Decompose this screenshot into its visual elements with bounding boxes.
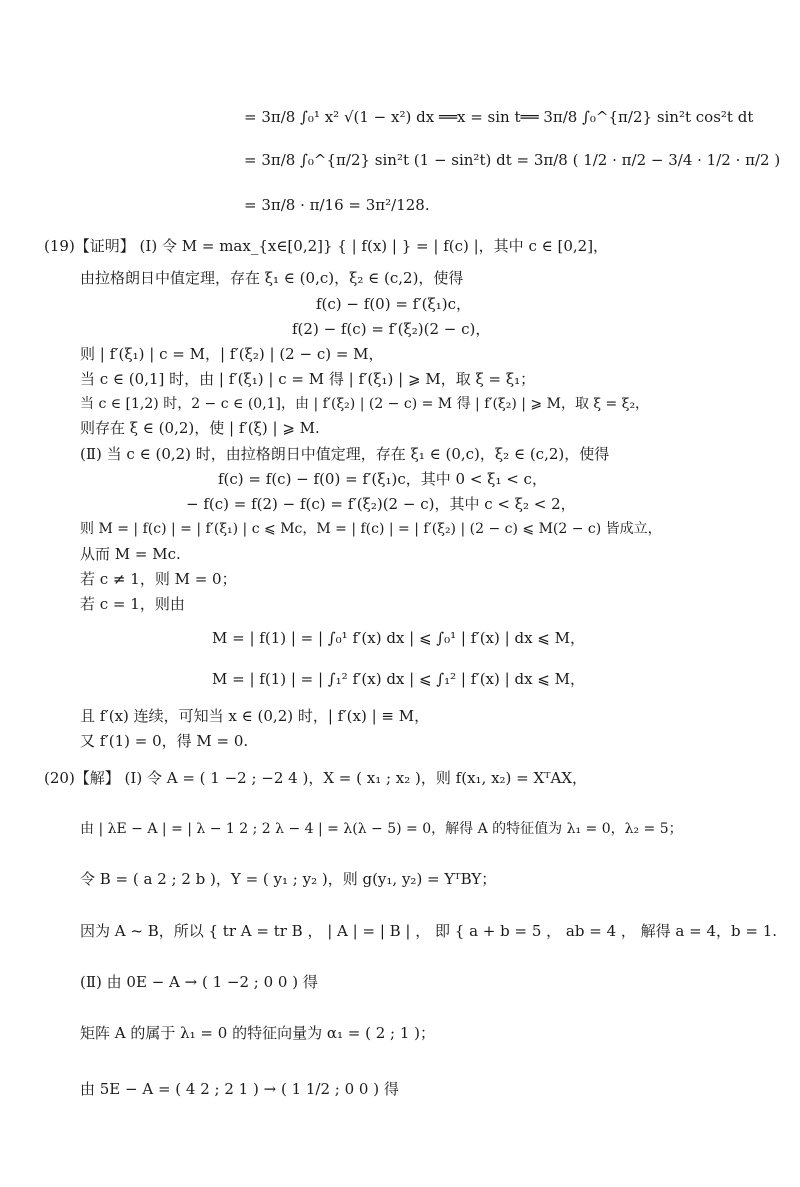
equation-line: M = | f(1) | = | ∫₀¹ f′(x) dx | ⩽ ∫₀¹ | f′(x) | dx ⩽ M， (212, 629, 585, 647)
equation-line: M = | f(1) | = | ∫₁² f′(x) dx | ⩽ ∫₁² | f′(x) | dx ⩽ M， (212, 670, 585, 688)
text-line: 则 M = | f(c) | = | f′(ξ₁) | c ⩽ Mc，M = | f(c) | = | f′(ξ₂) | (2 − c) ⩽ M(2 − c) 皆成立， (80, 521, 662, 537)
equation-line: f(2) − f(c) = f′(ξ₂)(2 − c)， (292, 320, 491, 338)
text-line: 矩阵 A 的属于 λ₁ = 0 的特征向量为 α₁ = ( 2 ; 1 )； (80, 1024, 436, 1042)
problem-20-heading: (20)【解】 (Ⅰ) 令 A = ( 1 −2 ; −2 4 )，X = ( x₁ ; x₂ )，则 f(x₁, x₂) = XᵀAX， (44, 769, 587, 787)
text-line: 因为 A ~ B，所以 { tr A = tr B ， | A | = | B | ， 即 { a + b = 5 ， ab = 4 ， 解得 a = 4，b = 1. (80, 922, 778, 940)
text-line: 由拉格朗日中值定理，存在 ξ₁ ∈ (0,c)，ξ₂ ∈ (c,2)，使得 (80, 269, 464, 287)
text-line: 当 c ∈ (0,1] 时，由 | f′(ξ₁) | c = M 得 | f′(ξ₁) | ⩾ M，取 ξ = ξ₁； (80, 370, 536, 388)
text-line: 由 | λE − A | = | λ − 1 2 ; 2 λ − 4 | = λ(λ − 5) = 0，解得 A 的特征值为 λ₁ = 0，λ₂ = 5； (80, 821, 683, 837)
equation-line: − f(c) = f(2) − f(c) = f′(ξ₂)(2 − c)，其中 c < ξ₂ < 2， (186, 495, 576, 513)
integral-line-1: = 3π/8 ∫₀¹ x² √(1 − x²) dx ══x = sin t══ 3π/8 ∫₀^{π/2} sin²t cos²t dt (244, 108, 754, 126)
text-line: 又 f′(1) = 0，得 M = 0. (80, 732, 249, 750)
integral-line-2: = 3π/8 ∫₀^{π/2} sin²t (1 − sin²t) dt = 3π/8 ( 1/2 · π/2 − 3/4 · 1/2 · π/2 ) (244, 151, 781, 169)
text-line: 从而 M = Mc. (80, 545, 181, 563)
text-line: 当 c ∈ [1,2) 时，2 − c ∈ (0,1]，由 | f′(ξ₂) | (2 − c) = M 得 | f′(ξ₂) | ⩾ M，取 ξ = ξ₂， (80, 396, 650, 412)
equation-line: f(c) = f(c) − f(0) = f′(ξ₁)c，其中 0 < ξ₁ < c， (218, 470, 547, 488)
text-line: 由 5E − A = ( 4 2 ; 2 1 ) → ( 1 1/2 ; 0 0 ) 得 (80, 1080, 399, 1098)
text-line: (Ⅱ) 当 c ∈ (0,2) 时，由拉格朗日中值定理，存在 ξ₁ ∈ (0,c)，ξ₂ ∈ (c,2)，使得 (80, 445, 610, 463)
integral-line-3: = 3π/8 · π/16 = 3π²/128. (244, 196, 430, 214)
text-line: (Ⅱ) 由 0E − A → ( 1 −2 ; 0 0 ) 得 (80, 973, 318, 991)
equation-line: f(c) − f(0) = f′(ξ₁)c， (316, 295, 472, 313)
text-line: 且 f′(x) 连续，可知当 x ∈ (0,2) 时，| f′(x) | ≡ M， (80, 707, 430, 725)
problem-19-heading: (19)【证明】 (Ⅰ) 令 M = max_{x∈[0,2]} { | f(x) | } = | f(c) |，其中 c ∈ [0,2]， (44, 237, 609, 255)
text-line: 则存在 ξ ∈ (0,2)，使 | f′(ξ) | ⩾ M. (80, 419, 320, 437)
text-line: 令 B = ( a 2 ; 2 b )，Y = ( y₁ ; y₂ )，则 g(y₁, y₂) = YᵀBY； (80, 870, 497, 888)
text-line: 则 | f′(ξ₁) | c = M，| f′(ξ₂) | (2 − c) = M， (80, 345, 384, 363)
text-line: 若 c ≠ 1，则 M = 0； (80, 570, 237, 588)
text-line: 若 c = 1，则由 (80, 595, 185, 613)
